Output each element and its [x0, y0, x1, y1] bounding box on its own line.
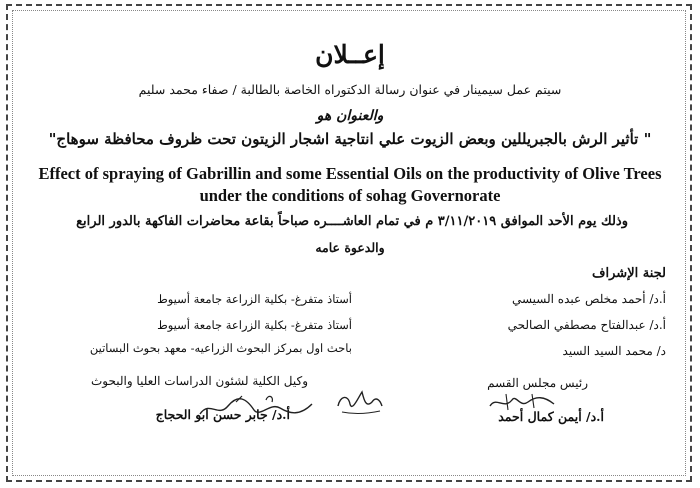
committee-member-name: أ.د/ عبدالفتاح مصطفي الصالحي	[507, 318, 666, 332]
committee-member-name: د/ محمد السيد السيد	[562, 344, 666, 358]
vice-dean-name: أ.د/ جابر حسن ابو الحجاج	[155, 407, 290, 422]
committee-member-title: باحث اول بمركز البحوث الزراعيه- معهد بحوث البساتين	[89, 341, 352, 355]
english-thesis-title-line2: under the conditions of sohag Governorate	[199, 186, 501, 205]
english-thesis-title-line1: Effect of spraying of Gabrillin and some Essential Oils on the productivity of Olive Trees	[38, 164, 662, 183]
department-head-title: رئيس مجلس القسم	[487, 376, 588, 390]
supervision-committee-header: لجنة الإشراف	[592, 266, 666, 281]
department-head-name: أ.د/ أيمن كمال أحمد	[498, 409, 604, 424]
seminar-intro: سيتم عمل سيمينار في عنوان رسالة الدكتوراه الخاصة بالطالبة / صفاء محمد سليم	[138, 82, 562, 97]
seminar-schedule: وذلك يوم الأحد الموافق ٣/١١/٢٠١٩ م في تمام العاشــــره صباحاً بقاعة محاضرات الفاكهة بالدور الرابع	[76, 214, 628, 229]
vice-dean-signature	[196, 392, 316, 424]
announcement-title: إعــلان	[315, 40, 385, 69]
subject-label: والعنوان هو	[316, 108, 384, 124]
vice-dean-title: وكيل الكلية لشئون الدراسات العليا والبحوث	[90, 374, 308, 388]
committee-member-name: أ.د/ أحمد مخلص عبده السيسي	[511, 292, 666, 306]
arabic-thesis-title: " تأثير الرش بالجبريللين وبعض الزيوت علي انتاجية اشجار الزيتون تحت ظروف محافظة سوهاج"	[48, 130, 652, 148]
committee-member-title: أستاذ متفرغ- بكلية الزراعة جامعة أسيوط	[157, 292, 352, 306]
committee-member-title: أستاذ متفرغ- بكلية الزراعة جامعة أسيوط	[157, 318, 352, 332]
department-head-signature	[486, 390, 558, 414]
public-invitation: والدعوة عامه	[315, 240, 385, 255]
center-signature	[332, 378, 388, 418]
